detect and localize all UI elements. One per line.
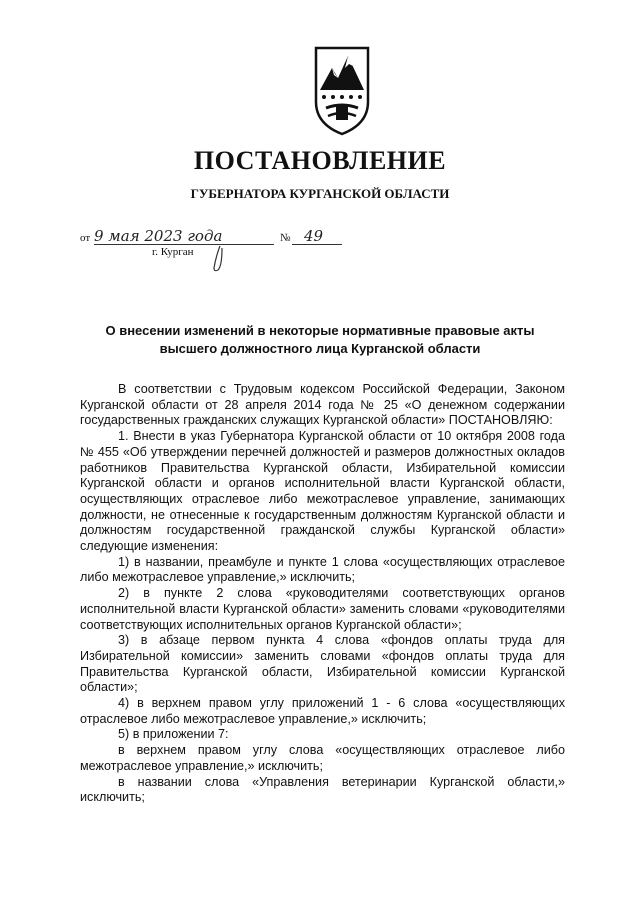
date-value: 9 мая 2023 года (94, 227, 223, 245)
paragraph: 1. Внести в указ Губернатора Курганской области от 10 октября 2008 года № 455 «Об утверждении перечней должностей и размеров должностных окладов работников Правительства Курганской области, Избирательной комиссии Курганской области и органов исполнительной власти Курганской области, осуществляющих отраслевое либо межотраслевое управление, занимающих должности, не отнесенные к государственным должностям Курганской области и должностям государственной гражданской службы Курганской области» следующие изменения: (80, 429, 565, 554)
date-number-line (80, 226, 380, 248)
heading-line-1: О внесении изменений в некоторые нормативные правовые акты (105, 323, 535, 338)
document-title: ПОСТАНОВЛЕНИЕ (193, 146, 447, 175)
number-value: 49 (304, 227, 324, 245)
date-prefix: от (80, 232, 91, 244)
handwritten-mark-icon (210, 244, 226, 274)
paragraph: в верхнем правом углу слова «осуществляющих отраслевое либо межотраслевое управление,» исключить; (80, 743, 565, 773)
coat-of-arms-emblem (312, 44, 372, 136)
document-subtitle: ГУБЕРНАТОРА КУРГАНСКОЙ ОБЛАСТИ (190, 186, 450, 201)
document-body (80, 382, 565, 806)
paragraph: 4) в верхнем правом углу приложений 1 - 6 слова «осуществляющих отраслевое либо межотраслевое управление,» исключить; (80, 696, 565, 726)
heading-line-2: высшего должностного лица Курганской области (159, 341, 481, 356)
paragraph: 1) в названии, преамбуле и пункте 1 слова «осуществляющих отраслевое либо межотраслевое управление,» исключить; (80, 554, 565, 585)
number-prefix: № (280, 232, 291, 244)
paragraph: в названии слова «Управления ветеринарии Курганской области,» исключить; (80, 774, 565, 805)
paragraph: В соответствии с Трудовым кодексом Российской Федерации, Законом Курганской области от 28 апреля 2014 года № 25 «О денежном содержании государственных гражданских служащих Курганской области» ПОСТАНОВЛЯЮ: (80, 382, 565, 428)
paragraph: 3) в абзаце первом пункта 4 слова «фондов оплаты труда для Избирательной комиссии» заменить словами «фондов оплаты труда для Правительства Курганской области, Избирательной комиссии Курганской области»; (80, 633, 565, 695)
paragraph: 2) в пункте 2 слова «руководителями соответствующих органов исполнительной власти Курганской области» заменить словами «руководителями соответствующих исполнительных органов Курганской области»; (80, 586, 565, 632)
document-heading (80, 322, 560, 358)
city-label: г. Курган (152, 246, 194, 258)
paragraph: 5) в приложении 7: (118, 727, 229, 742)
